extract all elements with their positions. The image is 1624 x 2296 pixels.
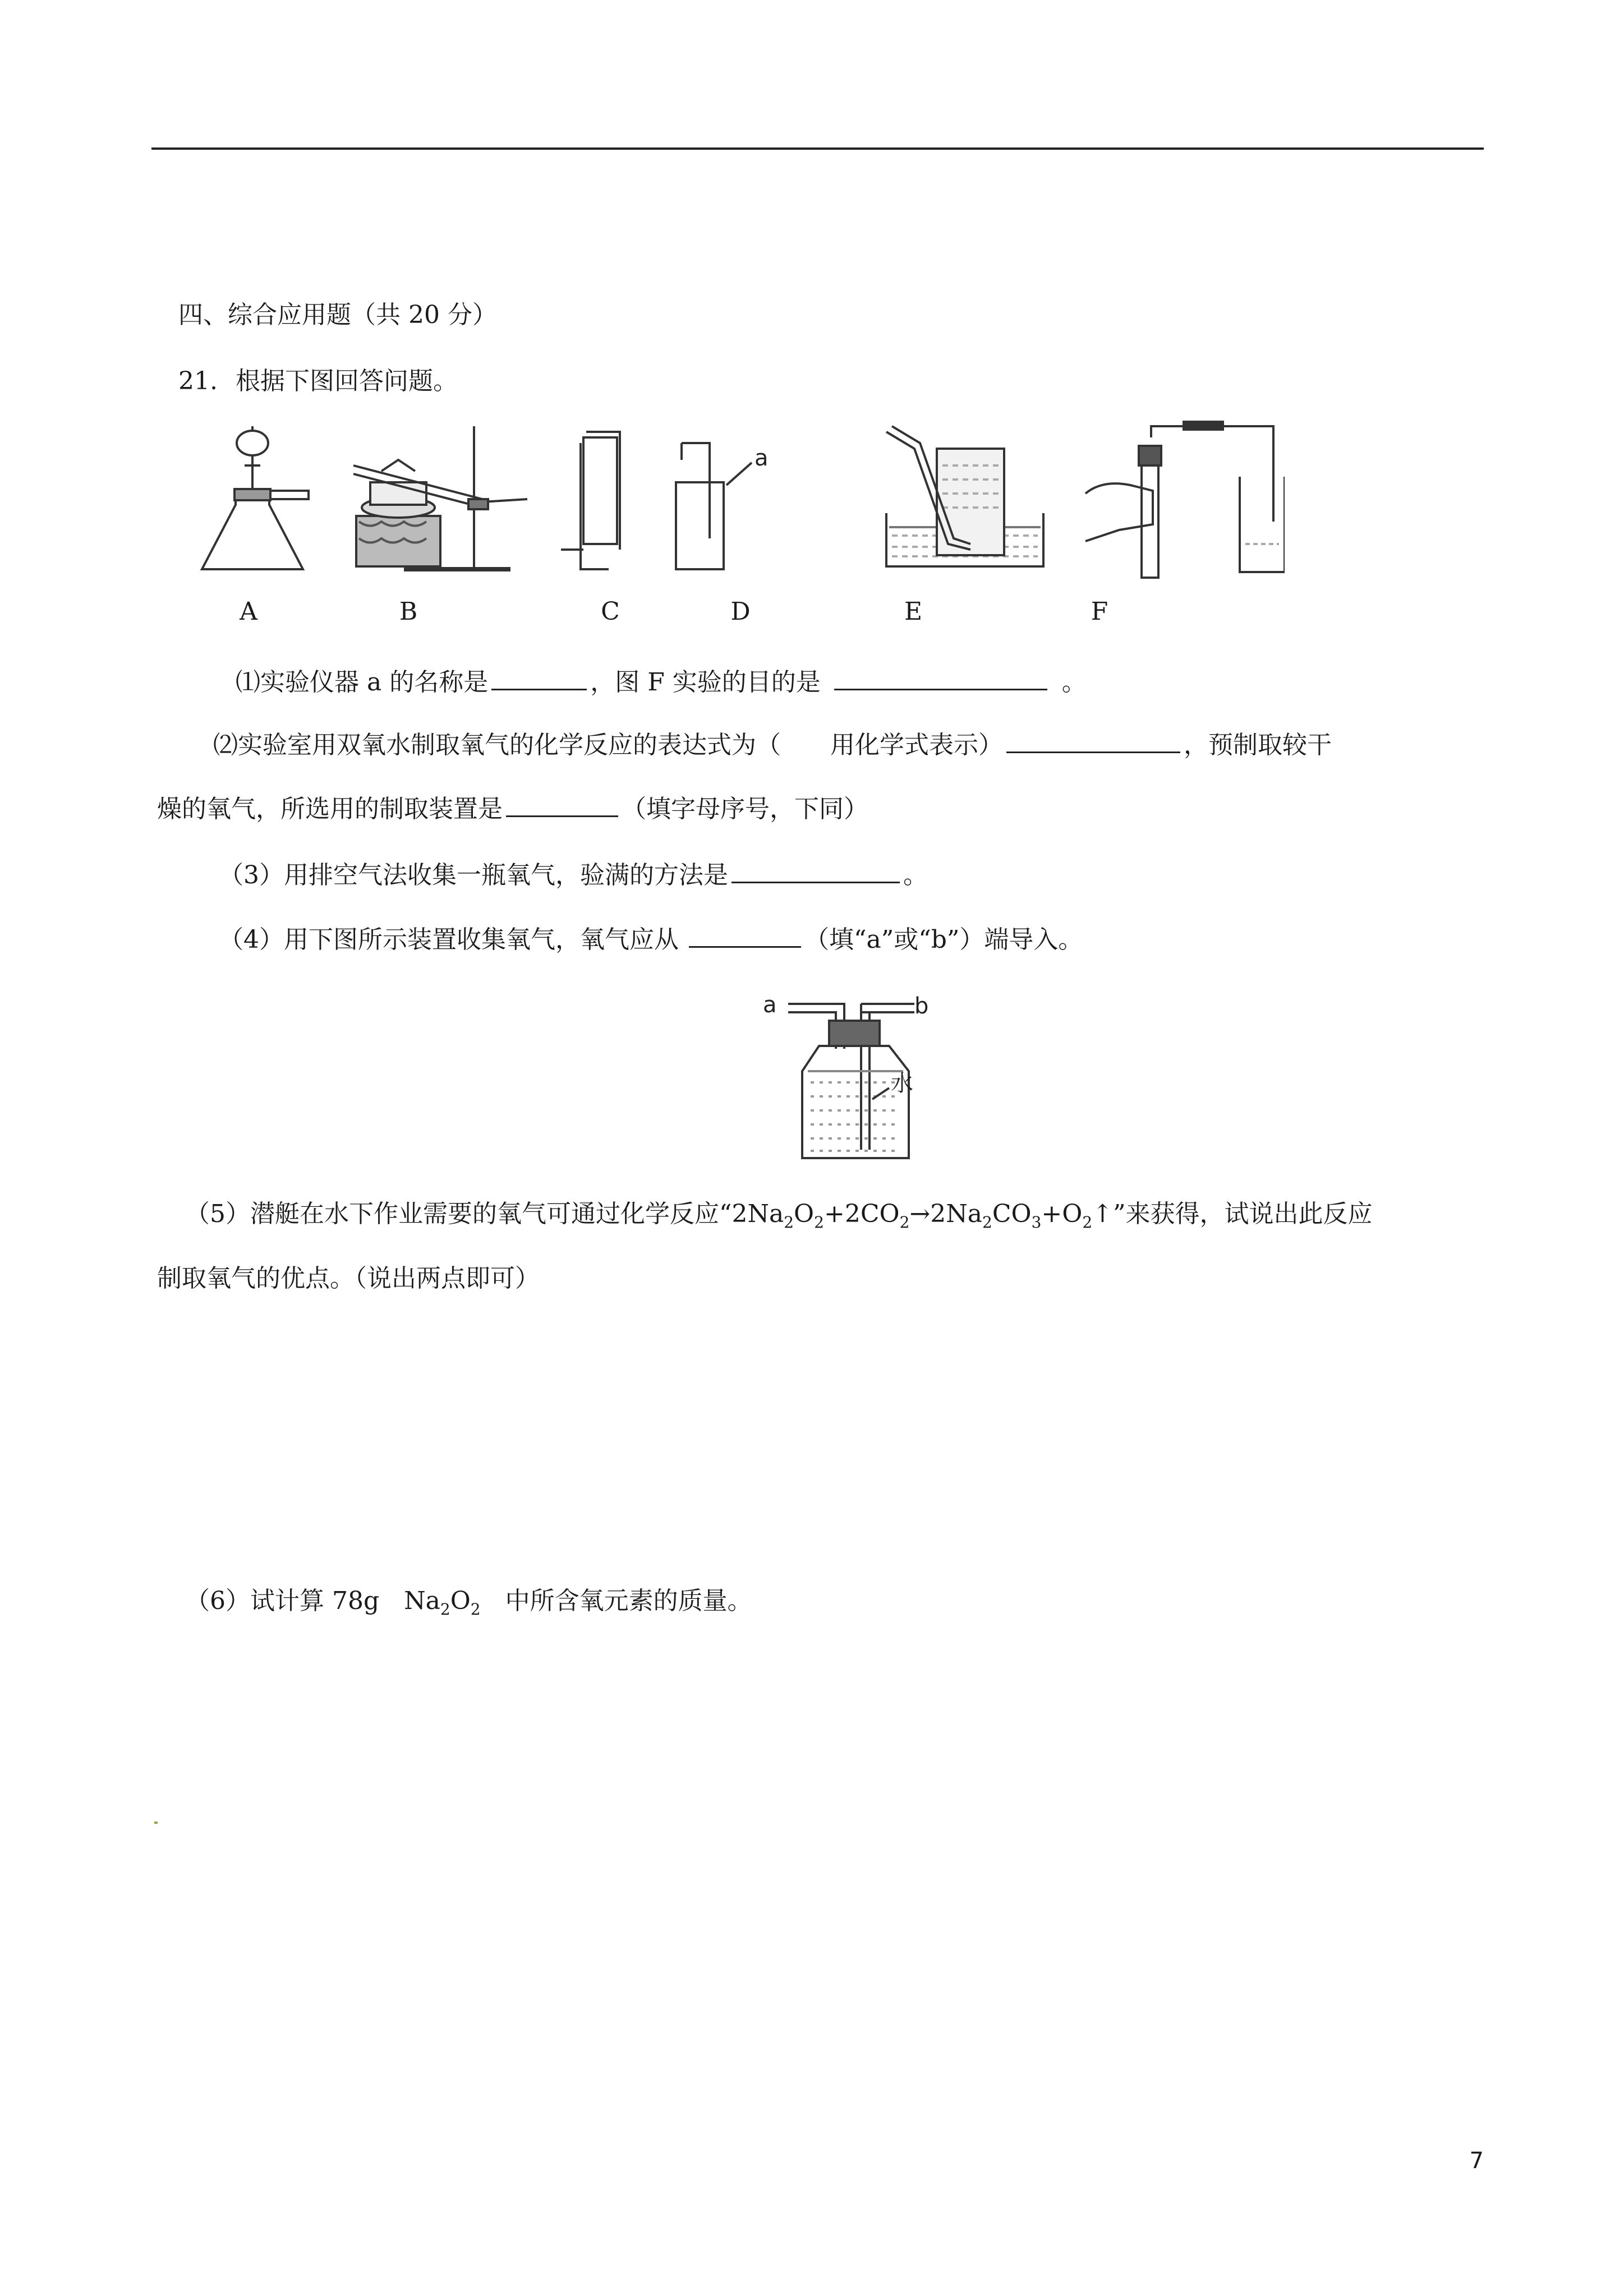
apparatus-label-a: A xyxy=(240,597,257,626)
question-part-5-cont: 制取氧气的优点。（说出两点即可） xyxy=(157,1264,540,1293)
answer-blank-1b[interactable] xyxy=(834,665,1047,690)
gas-bottle-figure xyxy=(763,987,948,1167)
question-part-5: （5）潜艇在水下作业需要的氧气可通过化学反应“$2Na_2O_2+2CO_2\to 2Na_2CO_3+O_2↑$”来获得，试说出此反应 xyxy=(185,1200,1373,1232)
answer-blank-2a[interactable] xyxy=(1006,728,1180,753)
stray-mark xyxy=(154,1822,158,1824)
answer-blank-4[interactable] xyxy=(689,923,801,948)
apparatus-d-mark: a xyxy=(755,445,769,471)
apparatus-label-f: F xyxy=(1091,597,1108,626)
answer-blank-3[interactable] xyxy=(732,858,900,883)
question-part-6: （6）试计算 78g $Na_2O_2$ 中所含氧元素的质量。 xyxy=(185,1587,752,1619)
question-21 xyxy=(178,365,458,398)
bottle-label-water: 水 xyxy=(891,1071,913,1096)
apparatus-c-vessel xyxy=(561,432,620,569)
header-rule xyxy=(151,147,1484,150)
question-part-1: ⑴实验仪器 a 的名称是 ，图 F 实验的目的是 。 xyxy=(236,665,1087,699)
apparatus-figure xyxy=(191,409,1285,594)
apparatus-b-heating xyxy=(353,426,527,569)
answer-blank-1a[interactable] xyxy=(491,665,587,690)
bottle-label-b: b xyxy=(914,993,929,1019)
section-title: 四、综合应用题（共 20 分） xyxy=(178,301,497,329)
question-prompt: 根据下图回答问题。 xyxy=(235,367,458,395)
answer-blank-2b[interactable] xyxy=(506,792,618,817)
question-part-2-cont: 燥的氧气，所选用的制取装置是 （填字母序号，下同） xyxy=(157,792,868,826)
question-part-4: （4）用下图所示装置收集氧气，氧气应从 （填“a”或“b”）端导入。 xyxy=(219,923,1083,957)
question-part-3: （3）用排空气法收集一瓶氧气，验满的方法是 。 xyxy=(219,858,928,892)
apparatus-f-airtight-check xyxy=(1085,422,1285,578)
apparatus-a-flask xyxy=(202,426,309,569)
question-number: 21. xyxy=(178,367,218,395)
apparatus-label-c: C xyxy=(601,597,620,626)
apparatus-label-e: E xyxy=(904,597,923,626)
question-part-2: ⑵实验室用双氧水制取氧气的化学反应的表达式为（ 用化学式表示） ，预制取较干 xyxy=(213,728,1332,762)
apparatus-e-trough xyxy=(886,426,1043,566)
apparatus-label-b: B xyxy=(399,597,418,626)
bottle-label-a: a xyxy=(763,992,777,1018)
apparatus-d-vessel xyxy=(676,443,752,569)
page-number: 7 xyxy=(1469,2148,1484,2174)
apparatus-label-d: D xyxy=(730,597,751,626)
